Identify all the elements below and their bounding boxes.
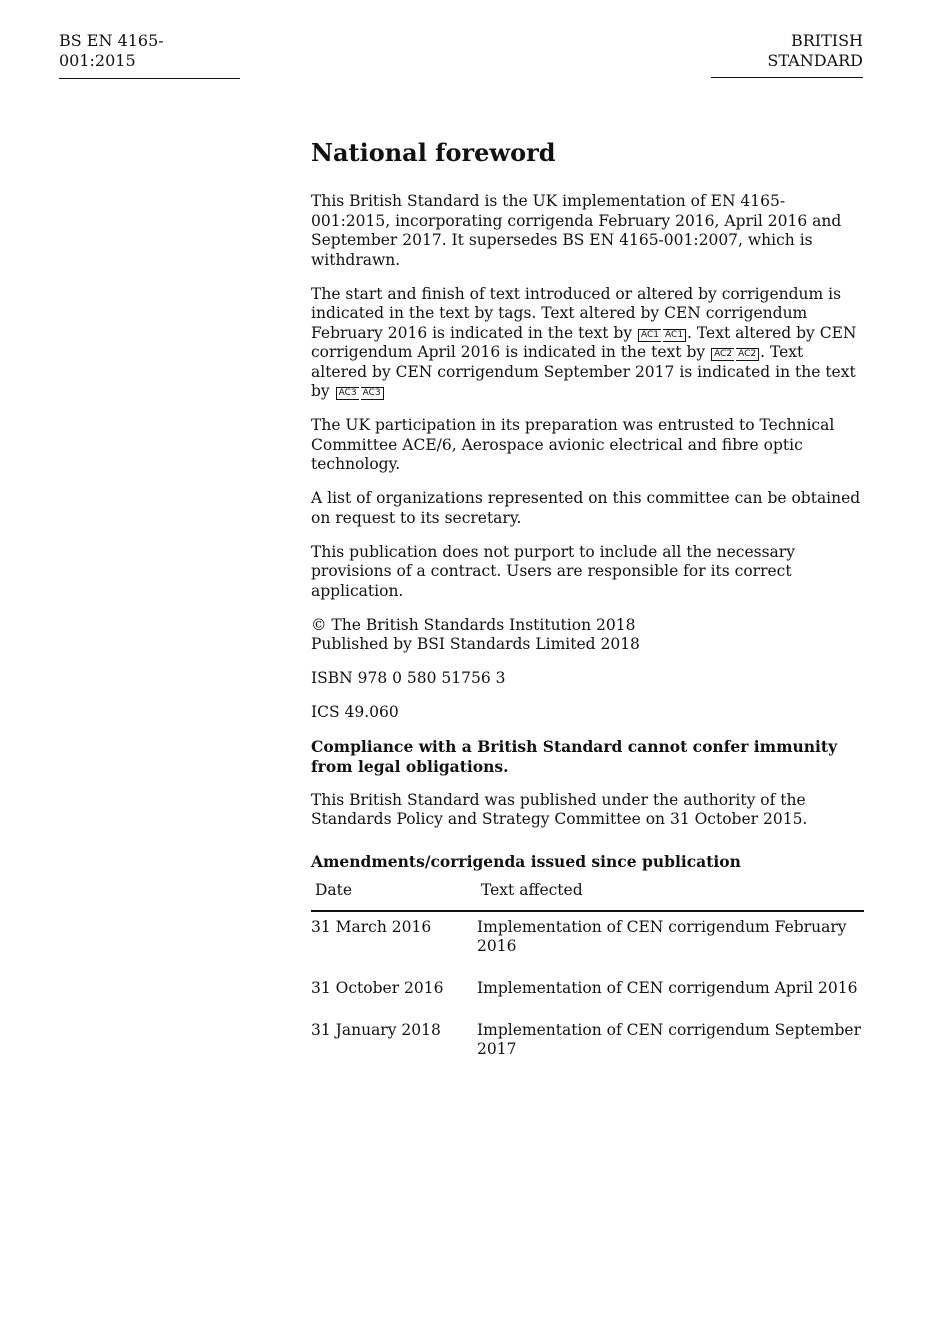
ac2-close-tag: AC2 <box>736 348 759 361</box>
paragraph-committee: The UK participation in its preparation was entrusted to Technical Committee ACE/6, Aerospace avionic electrical and fibre optic technology. <box>311 416 835 473</box>
isbn: ISBN 978 0 580 51756 3 <box>311 669 506 687</box>
ac2-open-tag: AC2 <box>711 348 734 361</box>
tags-mid-text-2: . Text altered by CEN corrigendum September 2017 is indicated in the text by <box>311 343 856 400</box>
paragraph-organizations: A list of organizations represented on this committee can be obtained on request to its secretary. <box>311 489 861 527</box>
amendments-title: Amendments/corrigenda issued since publication <box>311 851 741 871</box>
document-id: BS EN 4165-001:2015 <box>59 31 240 79</box>
series-label: BRITISH STANDARD <box>711 31 863 78</box>
paragraph-implementation: This British Standard is the UK implementation of EN 4165-001:2015, incorporating corrigenda February 2016, April 2016 and September 2017. It supersedes BS EN 4165-001:2007, which is withdrawn. <box>311 192 842 269</box>
amendment-date: 31 October 2016 <box>311 978 444 997</box>
amendment-date: 31 January 2018 <box>311 1020 441 1039</box>
table-header-row <box>311 881 864 911</box>
paragraph-copyright <box>311 616 864 655</box>
ac3-close-tag: AC3 <box>361 387 384 400</box>
amendment-text: Implementation of CEN corrigendum September 2017 <box>477 1020 861 1058</box>
column-header-text: Text affected <box>477 881 864 911</box>
tags-mid-text-1: . Text altered by CEN corrigendum April 2016 is indicated in the text by <box>311 323 857 361</box>
paragraph-tags <box>311 285 864 402</box>
ac1-open-tag: AC1 <box>638 329 661 342</box>
amendment-text: Implementation of CEN corrigendum February 2016 <box>477 917 847 955</box>
table-row <box>311 911 864 973</box>
page-title: National foreword <box>311 138 556 167</box>
table-row <box>311 973 864 1015</box>
authority-statement: This British Standard was published under the authority of the Standards Policy and Strategy Committee on 31 October 2015. <box>311 790 808 828</box>
publisher-line: Published by BSI Standards Limited 2018 <box>311 635 640 653</box>
compliance-statement: Compliance with a British Standard cannot confer immunity from legal obligations. <box>311 737 838 776</box>
amendment-text: Implementation of CEN corrigendum April 2016 <box>477 978 858 997</box>
amendment-date: 31 March 2016 <box>311 917 432 936</box>
column-header-date: Date <box>311 881 477 911</box>
paragraph-provisions: This publication does not purport to include all the necessary provisions of a contract. Users are responsible for its correct application. <box>311 542 795 600</box>
copyright-line: © The British Standards Institution 2018 <box>311 615 636 634</box>
table-row <box>311 1015 864 1076</box>
ics: ICS 49.060 <box>311 703 399 721</box>
ac1-close-tag: AC1 <box>663 329 686 342</box>
foreword-body <box>311 138 864 1076</box>
amendments-table <box>311 881 864 1076</box>
ac3-open-tag: AC3 <box>336 387 359 400</box>
tags-intro-text: The start and finish of text introduced or altered by corrigendum is indicated in the text by tags. Text altered by CEN corrigendum February 2016 is indicated in the text by <box>311 284 842 342</box>
